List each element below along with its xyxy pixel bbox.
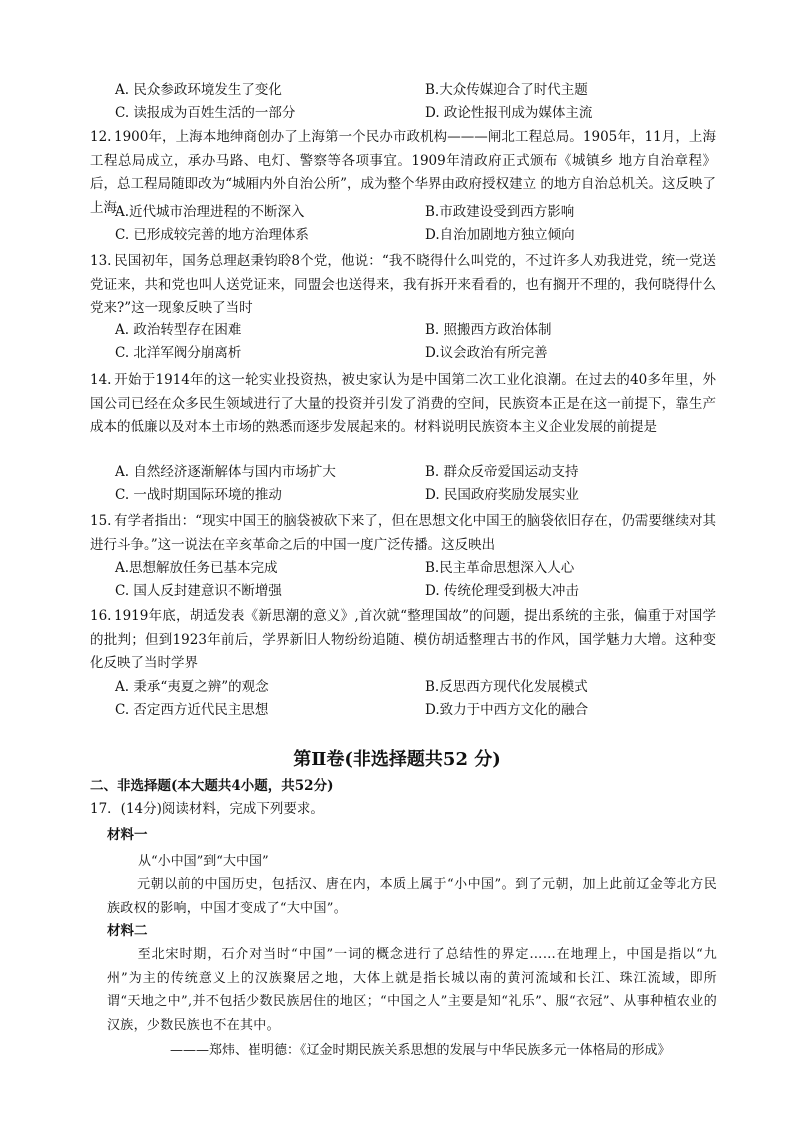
q11-options-row-2: [115, 102, 735, 125]
q12-option-b: B.市政建设受到西方影响: [425, 204, 575, 220]
q13-options-row-1: [115, 319, 735, 342]
q14-options-row-1: [115, 461, 735, 484]
q16-option-a: A. 秉承“夷夏之辨”的观念: [115, 679, 269, 695]
q15-option-a: A.思想解放任务已基本完成: [115, 560, 278, 576]
q12-options-row-1: [115, 201, 735, 224]
q12-options: [115, 201, 735, 247]
material1-text-content: 元朝以前的中国历史，包括汉、唐在内，本质上属于“小中国”。到了元朝，加上此前辽金等北方民族政权的影响，中国才变成了“大中国”。: [107, 877, 717, 916]
q12-option-c: C. 已形成较完善的地方治理体系: [115, 227, 309, 243]
q16-option-b: B.反思西方现代化发展模式: [425, 679, 588, 695]
q11-option-a: A. 民众参政环境发生了变化: [115, 82, 282, 98]
part2-title: 第Ⅱ卷(非选择题共52 分): [293, 749, 501, 770]
q11-options-row-1: [115, 79, 735, 102]
q14-stem: 开始于1914年的这一轮实业投资热，被史家认为是中国第二次工业化浪潮。在过去的40多年里，外国公司已经在众多民生领域进行了大量的投资并引发了消费的空间，民族资本正是在这一前提下，靠生产成本的低廉以及对本土市场的熟悉而逐步发展起来的。材料说明民族资本主义企业发展的前提是: [90, 372, 716, 435]
material2-text-content: 至北宋时期，石介对当时“中国”一词的概念进行了总结性的界定……在地理上，中国是指以“九州”为主的传统意义上的汉族聚居之地，大体上就是指长城以南的黄河流域和长江、珠江流域，即所谓“天地之中”,并不包括少数民族居住的地区；“中国之人”主要是知“礼乐”、服“衣冠”、从事种植农业的汉族，少数民族也不在其中。: [107, 947, 717, 1033]
material2-citation: ———郑炜、崔明德：《辽金时期民族关系思想的发展与中华民族多元一体格局的形成》: [170, 1043, 671, 1058]
question-14: [90, 369, 716, 440]
q14-option-a: A. 自然经济逐渐解体与国内市场扩大: [115, 464, 336, 480]
q12-stem: 1900年，上海本地绅商创办了上海第一个民办市政机构———闸北工程总局。1905年，11月，上海工程总局成立，承办马路、电灯、警察等各项事宜。1909年清政府正式颁布《城镇乡 地方自治章程》后，总工程局随即改为“城厢内外自治公所”，成为整个华界由政府授权建立 的地方自治总机关。这反映了上海: [90, 129, 716, 216]
q13-option-c: C. 北洋军阀分崩离析: [115, 345, 242, 361]
material1-title: 从“小中国”到“大中国”: [138, 854, 269, 869]
q12-option-a: A.近代城市治理进程的不断深入: [115, 204, 305, 220]
question-15: [90, 510, 716, 557]
q15-option-b: B.民主革命思想深入人心: [425, 560, 575, 576]
q11-options: [115, 79, 735, 125]
part2-heading: 二、非选择题(本大题共4小题，共52分): [90, 778, 334, 794]
q15-number: 15.: [90, 513, 112, 529]
q13-number: 13.: [90, 253, 112, 269]
q16-number: 16.: [90, 608, 112, 624]
q13-options-row-2: [115, 342, 735, 365]
q14-option-d: D. 民国政府奖励发展实业: [425, 487, 579, 503]
q15-options-row-1: [115, 557, 735, 580]
question-16: [90, 605, 716, 676]
q16-options-row-1: [115, 676, 735, 699]
q12-options-row-2: [115, 224, 735, 247]
q11-option-c: C. 读报成为百姓生活的一部分: [115, 105, 296, 121]
q16-option-c: C. 否定西方近代民主思想: [115, 702, 269, 718]
material2-text: [107, 943, 717, 1037]
q11-option-b: B.大众传媒迎合了时代主题: [425, 82, 588, 98]
material2-label: 材料二: [107, 923, 148, 939]
q16-options: [115, 676, 735, 722]
q15-options: [115, 557, 735, 603]
q13-option-d: D.议会政治有所完善: [425, 345, 548, 361]
q15-option-c: C. 国人反封建意识不断增强: [115, 583, 282, 599]
q13-option-b: B. 照搬西方政治体制: [425, 322, 552, 338]
q12-option-d: D.自治加剧地方独立倾向: [425, 227, 575, 243]
q14-number: 14.: [90, 372, 112, 388]
q11-option-d: D. 政论性报刊成为媒体主流: [425, 105, 593, 121]
question-13: [90, 250, 716, 321]
q16-options-row-2: [115, 699, 735, 722]
q13-stem: 民国初年，国务总理赵秉钧聆8个党，他说：“我不晓得什么叫党的，不过许多人劝我进党，统一党送党证来，共和党也叫人送党证来，同盟会也送得来，我有拆开来看看的，也有搁开不理的，我何晓得什么党来?”这一现象反映了当时: [90, 253, 716, 316]
q15-stem: 有学者指出：“现实中国王的脑袋被砍下来了，但在思想文化中国王的脑袋依旧存在，仍需要继续对其进行斗争。”这一说法在辛亥革命之后的中国一度广泛传播。这反映出: [90, 513, 716, 553]
q14-option-c: C. 一战时期国际环境的推动: [115, 487, 282, 503]
q17-intro: 17．(14分)阅读材料，完成下列要求。: [90, 801, 324, 817]
q13-options: [115, 319, 735, 365]
q16-stem: 1919年底，胡适发表《新思潮的意义》,首次就“整理国故”的问题，提出系统的主张，偏重于对国学的批判；但到1923年前后，学界新旧人物纷纷追随、模仿胡适整理古书的作风，国学魅力大增。这种变化反映了当时学界: [90, 608, 716, 671]
material1-text: [107, 873, 717, 920]
q15-options-row-2: [115, 580, 735, 603]
q14-option-b: B. 群众反帝爱国运动支持: [425, 464, 579, 480]
q14-options: [115, 461, 735, 507]
q12-number: 12.: [90, 129, 112, 145]
q16-option-d: D.致力于中西方文化的融合: [425, 702, 589, 718]
material1-label: 材料一: [107, 827, 148, 843]
q14-options-row-2: [115, 484, 735, 507]
q15-option-d: D. 传统伦理受到极大冲击: [425, 583, 579, 599]
q13-option-a: A. 政治转型存在困难: [115, 322, 242, 338]
